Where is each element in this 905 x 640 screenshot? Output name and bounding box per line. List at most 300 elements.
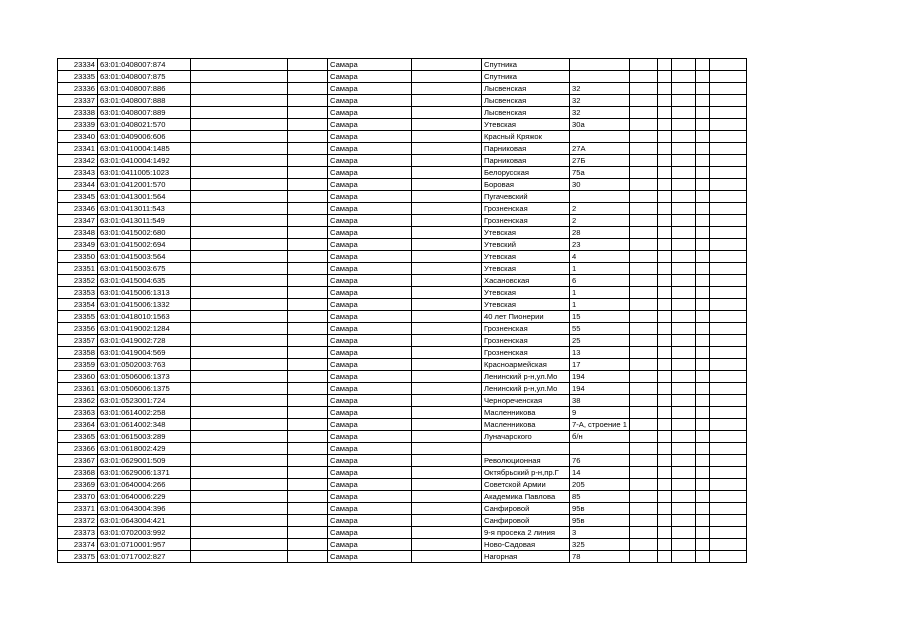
empty-cell (709, 527, 746, 539)
empty-cell (288, 131, 328, 143)
empty-cell (671, 479, 695, 491)
house-cell (570, 71, 630, 83)
empty-cell (191, 299, 288, 311)
empty-cell (671, 71, 695, 83)
empty-cell (657, 479, 671, 491)
cadastral-number-cell: 63:01:0506006:1373 (98, 371, 191, 383)
house-cell: 95в (570, 503, 630, 515)
empty-cell (695, 311, 709, 323)
empty-cell (671, 467, 695, 479)
cadastral-number-cell: 63:01:0419002:728 (98, 335, 191, 347)
cadastral-number-cell: 63:01:0410004:1485 (98, 143, 191, 155)
empty-cell (709, 59, 746, 71)
row-number-cell: 23343 (58, 167, 98, 179)
city-cell: Самара (328, 155, 412, 167)
row-number-cell: 23355 (58, 311, 98, 323)
cadastral-number-cell: 63:01:0640006:229 (98, 491, 191, 503)
empty-cell (671, 503, 695, 515)
street-cell: Парниковая (482, 155, 570, 167)
empty-cell (629, 107, 657, 119)
table-row (58, 395, 747, 407)
empty-cell (695, 167, 709, 179)
empty-cell (657, 179, 671, 191)
street-cell: Ленинский р-н,ул.Мо (482, 383, 570, 395)
house-cell: 325 (570, 539, 630, 551)
empty-cell (695, 551, 709, 563)
table-row (58, 71, 747, 83)
row-number-cell: 23352 (58, 275, 98, 287)
cadastral-number-cell: 63:01:0629001:509 (98, 455, 191, 467)
empty-cell (191, 59, 288, 71)
empty-cell (412, 347, 482, 359)
cadastral-number-cell: 63:01:0415006:1332 (98, 299, 191, 311)
house-cell: 194 (570, 383, 630, 395)
row-number-cell: 23371 (58, 503, 98, 515)
empty-cell (412, 431, 482, 443)
empty-cell (191, 95, 288, 107)
empty-cell (288, 143, 328, 155)
empty-cell (629, 143, 657, 155)
city-cell: Самара (328, 251, 412, 263)
empty-cell (671, 491, 695, 503)
table-row (58, 107, 747, 119)
empty-cell (671, 83, 695, 95)
empty-cell (629, 335, 657, 347)
empty-cell (629, 359, 657, 371)
street-cell: Утевская (482, 287, 570, 299)
empty-cell (412, 551, 482, 563)
empty-cell (412, 287, 482, 299)
empty-cell (191, 131, 288, 143)
empty-cell (412, 155, 482, 167)
house-cell: 7-А, строение 1 (570, 419, 630, 431)
table-row (58, 443, 747, 455)
empty-cell (671, 167, 695, 179)
empty-cell (629, 407, 657, 419)
empty-cell (191, 395, 288, 407)
city-cell: Самара (328, 371, 412, 383)
empty-cell (695, 239, 709, 251)
row-number-cell: 23367 (58, 455, 98, 467)
empty-cell (191, 371, 288, 383)
empty-cell (191, 227, 288, 239)
empty-cell (709, 155, 746, 167)
empty-cell (412, 59, 482, 71)
table-row (58, 419, 747, 431)
empty-cell (657, 359, 671, 371)
table-row (58, 119, 747, 131)
empty-cell (709, 539, 746, 551)
city-cell: Самара (328, 179, 412, 191)
house-cell: 32 (570, 95, 630, 107)
empty-cell (629, 431, 657, 443)
street-cell: Спутника (482, 59, 570, 71)
cadastral-number-cell: 63:01:0419004:569 (98, 347, 191, 359)
city-cell: Самара (328, 71, 412, 83)
empty-cell (629, 263, 657, 275)
empty-cell (288, 239, 328, 251)
empty-cell (629, 131, 657, 143)
empty-cell (191, 203, 288, 215)
empty-cell (412, 443, 482, 455)
empty-cell (288, 419, 328, 431)
empty-cell (629, 455, 657, 467)
empty-cell (629, 155, 657, 167)
empty-cell (629, 287, 657, 299)
house-cell: 30 (570, 179, 630, 191)
empty-cell (671, 203, 695, 215)
empty-cell (191, 167, 288, 179)
empty-cell (629, 467, 657, 479)
empty-cell (671, 119, 695, 131)
house-cell (570, 59, 630, 71)
house-cell: 1 (570, 287, 630, 299)
cadastral-number-cell: 63:01:0413001:564 (98, 191, 191, 203)
empty-cell (657, 119, 671, 131)
street-cell: Академика Павлова (482, 491, 570, 503)
house-cell: 205 (570, 479, 630, 491)
row-number-cell: 23349 (58, 239, 98, 251)
street-cell: Утевская (482, 299, 570, 311)
empty-cell (191, 143, 288, 155)
empty-cell (657, 383, 671, 395)
empty-cell (671, 227, 695, 239)
empty-cell (412, 335, 482, 347)
empty-cell (288, 551, 328, 563)
empty-cell (695, 95, 709, 107)
empty-cell (671, 131, 695, 143)
street-cell: Масленникова (482, 407, 570, 419)
empty-cell (695, 227, 709, 239)
city-cell: Самара (328, 491, 412, 503)
empty-cell (412, 179, 482, 191)
empty-cell (657, 167, 671, 179)
city-cell: Самара (328, 239, 412, 251)
empty-cell (191, 407, 288, 419)
row-number-cell: 23337 (58, 95, 98, 107)
empty-cell (695, 71, 709, 83)
empty-cell (288, 503, 328, 515)
empty-cell (412, 311, 482, 323)
street-cell: Грозненская (482, 335, 570, 347)
empty-cell (709, 239, 746, 251)
empty-cell (191, 275, 288, 287)
empty-cell (671, 299, 695, 311)
street-cell: 9-я просека 2 линия (482, 527, 570, 539)
empty-cell (709, 395, 746, 407)
empty-cell (657, 347, 671, 359)
house-cell: 75а (570, 167, 630, 179)
empty-cell (412, 479, 482, 491)
cadastral-number-cell: 63:01:0523001:724 (98, 395, 191, 407)
city-cell: Самара (328, 335, 412, 347)
empty-cell (695, 335, 709, 347)
empty-cell (671, 323, 695, 335)
cadastral-number-cell: 63:01:0618002:429 (98, 443, 191, 455)
empty-cell (191, 107, 288, 119)
empty-cell (657, 203, 671, 215)
table-row (58, 467, 747, 479)
empty-cell (709, 83, 746, 95)
table-row (58, 287, 747, 299)
table-row (58, 455, 747, 467)
empty-cell (657, 419, 671, 431)
street-cell: Утевская (482, 119, 570, 131)
empty-cell (288, 431, 328, 443)
empty-cell (288, 191, 328, 203)
row-number-cell: 23351 (58, 263, 98, 275)
house-cell: 194 (570, 371, 630, 383)
city-cell: Самара (328, 203, 412, 215)
cadastral-number-cell: 63:01:0409006:606 (98, 131, 191, 143)
street-cell: Утевская (482, 263, 570, 275)
empty-cell (629, 491, 657, 503)
empty-cell (629, 167, 657, 179)
house-cell: 78 (570, 551, 630, 563)
empty-cell (412, 263, 482, 275)
table-row (58, 239, 747, 251)
empty-cell (695, 203, 709, 215)
row-number-cell: 23356 (58, 323, 98, 335)
empty-cell (288, 539, 328, 551)
empty-cell (412, 251, 482, 263)
empty-cell (191, 83, 288, 95)
empty-cell (629, 275, 657, 287)
house-cell: 4 (570, 251, 630, 263)
empty-cell (629, 227, 657, 239)
house-cell: 14 (570, 467, 630, 479)
empty-cell (709, 347, 746, 359)
empty-cell (288, 395, 328, 407)
empty-cell (657, 539, 671, 551)
house-cell: 6 (570, 275, 630, 287)
empty-cell (412, 371, 482, 383)
cadastral-number-cell: 63:01:0408007:886 (98, 83, 191, 95)
empty-cell (288, 455, 328, 467)
table-row (58, 131, 747, 143)
empty-cell (191, 443, 288, 455)
empty-cell (629, 299, 657, 311)
empty-cell (695, 479, 709, 491)
empty-cell (288, 491, 328, 503)
empty-cell (671, 239, 695, 251)
empty-cell (657, 275, 671, 287)
empty-cell (191, 179, 288, 191)
empty-cell (671, 419, 695, 431)
table-row (58, 263, 747, 275)
empty-cell (629, 383, 657, 395)
table-row (58, 347, 747, 359)
city-cell: Самара (328, 311, 412, 323)
empty-cell (288, 311, 328, 323)
empty-cell (412, 143, 482, 155)
table-row (58, 311, 747, 323)
house-cell: 9 (570, 407, 630, 419)
empty-cell (709, 263, 746, 275)
street-cell: Санфировой (482, 503, 570, 515)
empty-cell (191, 479, 288, 491)
empty-cell (191, 455, 288, 467)
empty-cell (288, 263, 328, 275)
city-cell: Самара (328, 275, 412, 287)
empty-cell (412, 455, 482, 467)
empty-cell (709, 479, 746, 491)
row-number-cell: 23360 (58, 371, 98, 383)
row-number-cell: 23370 (58, 491, 98, 503)
row-number-cell: 23350 (58, 251, 98, 263)
city-cell: Самара (328, 83, 412, 95)
empty-cell (695, 371, 709, 383)
empty-cell (657, 131, 671, 143)
table-row (58, 299, 747, 311)
empty-cell (671, 371, 695, 383)
cadastral-number-cell: 63:01:0415002:694 (98, 239, 191, 251)
table-row (58, 83, 747, 95)
empty-cell (709, 143, 746, 155)
street-cell: Луначарского (482, 431, 570, 443)
empty-cell (288, 407, 328, 419)
row-number-cell: 23358 (58, 347, 98, 359)
empty-cell (288, 179, 328, 191)
city-cell: Самара (328, 431, 412, 443)
empty-cell (629, 179, 657, 191)
cadastral-number-cell: 63:01:0410004:1492 (98, 155, 191, 167)
city-cell: Самара (328, 419, 412, 431)
cadastral-number-cell: 63:01:0710001:957 (98, 539, 191, 551)
empty-cell (657, 467, 671, 479)
empty-cell (288, 203, 328, 215)
empty-cell (412, 107, 482, 119)
empty-cell (657, 323, 671, 335)
city-cell: Самара (328, 455, 412, 467)
empty-cell (671, 431, 695, 443)
empty-cell (671, 539, 695, 551)
empty-cell (629, 443, 657, 455)
house-cell: 85 (570, 491, 630, 503)
street-cell: Революционная (482, 455, 570, 467)
cadastral-number-cell: 63:01:0415002:680 (98, 227, 191, 239)
table-row (58, 155, 747, 167)
house-cell: 76 (570, 455, 630, 467)
empty-cell (412, 215, 482, 227)
row-number-cell: 23364 (58, 419, 98, 431)
empty-cell (288, 299, 328, 311)
empty-cell (191, 383, 288, 395)
empty-cell (709, 503, 746, 515)
table-row (58, 275, 747, 287)
table-row (58, 407, 747, 419)
street-cell: Красноармейская (482, 359, 570, 371)
cadastral-number-cell: 63:01:0615003:289 (98, 431, 191, 443)
empty-cell (709, 455, 746, 467)
city-cell: Самара (328, 131, 412, 143)
empty-cell (288, 251, 328, 263)
empty-cell (671, 263, 695, 275)
row-number-cell: 23342 (58, 155, 98, 167)
empty-cell (671, 395, 695, 407)
empty-cell (671, 275, 695, 287)
street-cell: Парниковая (482, 143, 570, 155)
empty-cell (695, 455, 709, 467)
row-number-cell: 23346 (58, 203, 98, 215)
house-cell: 2 (570, 215, 630, 227)
empty-cell (191, 239, 288, 251)
city-cell: Самара (328, 359, 412, 371)
empty-cell (709, 179, 746, 191)
street-cell: Чернореченская (482, 395, 570, 407)
house-cell: 1 (570, 263, 630, 275)
empty-cell (671, 143, 695, 155)
empty-cell (657, 107, 671, 119)
empty-cell (191, 539, 288, 551)
table-row (58, 323, 747, 335)
table-row (58, 215, 747, 227)
empty-cell (709, 407, 746, 419)
cadastral-number-cell: 63:01:0643004:396 (98, 503, 191, 515)
empty-cell (695, 179, 709, 191)
empty-cell (657, 455, 671, 467)
empty-cell (695, 383, 709, 395)
empty-cell (709, 251, 746, 263)
cadastral-number-cell: 63:01:0408007:874 (98, 59, 191, 71)
cadastral-number-cell: 63:01:0415004:635 (98, 275, 191, 287)
empty-cell (671, 515, 695, 527)
city-cell: Самара (328, 395, 412, 407)
empty-cell (412, 359, 482, 371)
empty-cell (657, 395, 671, 407)
street-cell (482, 443, 570, 455)
street-cell: Красный Кряжок (482, 131, 570, 143)
empty-cell (412, 527, 482, 539)
cadastral-number-cell: 63:01:0412001:570 (98, 179, 191, 191)
empty-cell (709, 323, 746, 335)
empty-cell (412, 203, 482, 215)
city-cell: Самара (328, 479, 412, 491)
cadastral-number-cell: 63:01:0419002:1284 (98, 323, 191, 335)
empty-cell (412, 491, 482, 503)
street-cell: Советской Армии (482, 479, 570, 491)
city-cell: Самара (328, 227, 412, 239)
empty-cell (288, 515, 328, 527)
house-cell: 27А (570, 143, 630, 155)
empty-cell (657, 527, 671, 539)
empty-cell (671, 155, 695, 167)
empty-cell (709, 467, 746, 479)
street-cell: Боровая (482, 179, 570, 191)
row-number-cell: 23368 (58, 467, 98, 479)
empty-cell (709, 275, 746, 287)
empty-cell (191, 431, 288, 443)
cadastral-number-cell: 63:01:0413011:549 (98, 215, 191, 227)
empty-cell (657, 407, 671, 419)
cadastral-number-cell: 63:01:0502003:763 (98, 359, 191, 371)
row-number-cell: 23341 (58, 143, 98, 155)
cadastral-number-cell: 63:01:0702003:992 (98, 527, 191, 539)
table-row (58, 179, 747, 191)
empty-cell (288, 83, 328, 95)
empty-cell (629, 515, 657, 527)
city-cell: Самара (328, 59, 412, 71)
empty-cell (657, 311, 671, 323)
empty-cell (629, 395, 657, 407)
empty-cell (709, 311, 746, 323)
street-cell: Октябрьский р-н,пр.Г (482, 467, 570, 479)
empty-cell (709, 71, 746, 83)
empty-cell (629, 251, 657, 263)
empty-cell (657, 443, 671, 455)
empty-cell (695, 539, 709, 551)
empty-cell (695, 323, 709, 335)
